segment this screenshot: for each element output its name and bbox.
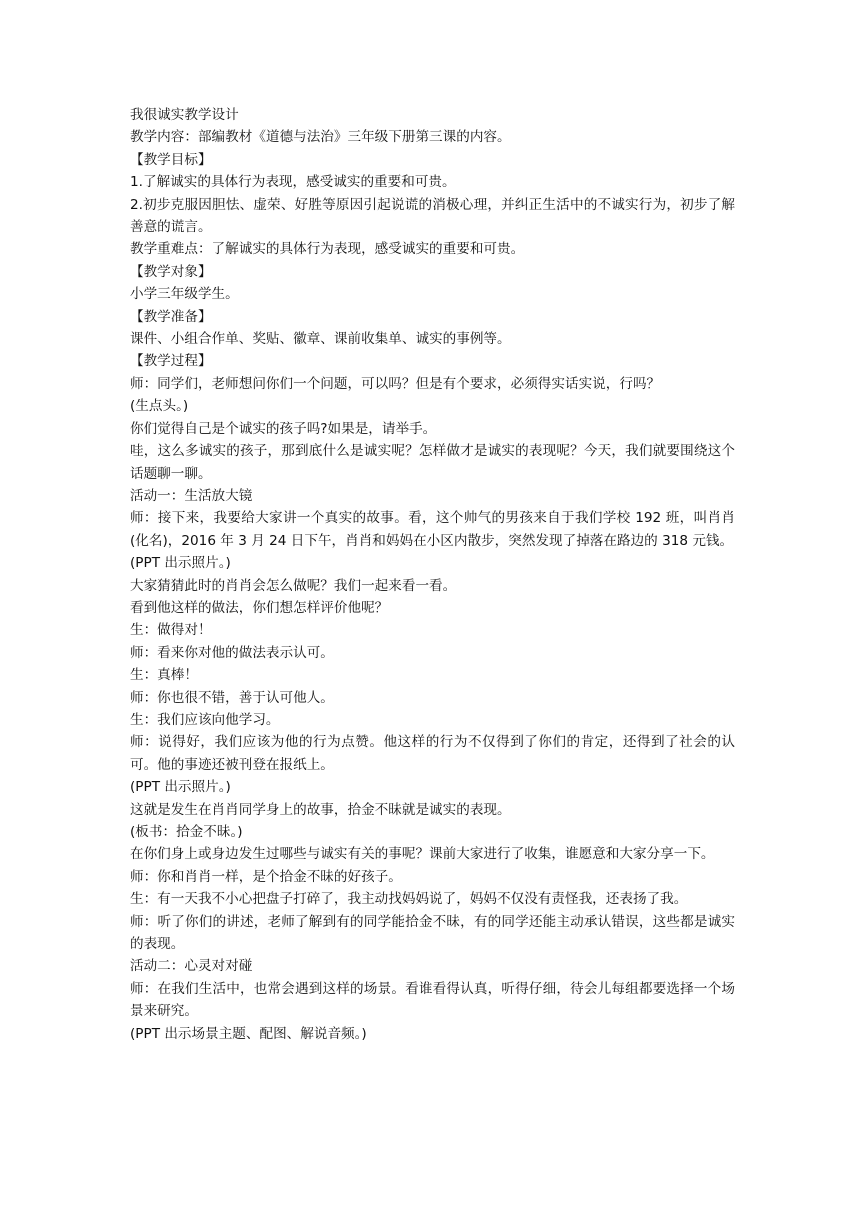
dialogue-line: 师：听了你们的讲述，老师了解到有的同学能拾金不昧，有的同学还能主动承认错误，这些都是诚实的表现。 [130, 913, 735, 953]
activity-heading: 活动一：生活放大镜 [130, 487, 253, 504]
preparation-text: 课件、小组合作单、奖贴、徽章、课前收集单、诚实的事例等。 [130, 331, 511, 348]
objective-item: 1.了解诚实的具体行为表现，感受诚实的重要和可贵。 [130, 174, 456, 191]
dialogue-line: 师：在我们生活中，也常会遇到这样的场景。看谁看得认真，听得仔细，待会儿每组都要选择一个场景来研究。 [130, 980, 735, 1020]
stage-direction: (板书：拾金不昧。) [130, 824, 243, 840]
dialogue-line: 师：看来你对他的做法表示认可。 [130, 644, 334, 661]
dialogue-line: 看到他这样的做法，你们想怎样评价他呢？ [130, 599, 389, 616]
teaching-content: 教学内容：部编教材《道德与法治》三年级下册第三课的内容。 [130, 129, 511, 146]
section-heading-process: 【教学过程】 [130, 353, 212, 370]
dialogue-line: 你们觉得自己是个诚实的孩子吗?如果是，请举手。 [130, 420, 437, 437]
dialogue-line: 在你们身上或身边发生过哪些与诚实有关的事呢？课前大家进行了收集，谁愿意和大家分享一下。 [130, 846, 715, 863]
dialogue-line: 师：同学们，老师想问你们一个问题，可以吗？但是有个要求，必须得实话实说，行吗？ [130, 375, 661, 392]
stage-direction: (生点头。) [130, 398, 189, 415]
stage-direction: (PPT 出示照片。) [130, 779, 231, 796]
section-heading-objectives: 【教学目标】 [130, 151, 212, 168]
section-heading-audience: 【教学对象】 [130, 263, 212, 280]
dialogue-line: 师：你也很不错，善于认可他人。 [130, 689, 334, 706]
dialogue-line: 大家猜猜此时的肖肖会怎么做呢？我们一起来看一看。 [130, 577, 457, 594]
key-points: 教学重难点：了解诚实的具体行为表现，感受诚实的重要和可贵。 [130, 241, 525, 258]
stage-direction: (PPT 出示照片。) [130, 555, 231, 572]
dialogue-line: 师：说得好，我们应该为他的行为点赞。他这样的行为不仅得到了你们的肯定，还得到了社会的认可。他的事迹还被刊登在报纸上。 [130, 734, 735, 773]
dialogue-line: 师：接下来，我要给大家讲一个真实的故事。看，这个帅气的男孩来自于我们学校 192 班，叫肖肖(化名)，2016 年 3 月 24 日下午，肖肖和妈妈在小区内散步，突然发现了掉落在路边的 318 元钱。 [130, 510, 735, 549]
stage-direction: (PPT 出示场景主题、配图、解说音频。) [130, 1025, 367, 1042]
document-title: 我很诚实教学设计 [130, 107, 239, 123]
dialogue-line: 生：真棒！ [130, 667, 198, 684]
dialogue-line: 哇，这么多诚实的孩子，那到底什么是诚实呢？怎样做才是诚实的表现呢？今天，我们就要围绕这个话题聊一聊。 [130, 443, 735, 482]
dialogue-line: 师：你和肖肖一样，是个拾金不昧的好孩子。 [130, 868, 402, 885]
dialogue-line: 生：有一天我不小心把盘子打碎了，我主动找妈妈说了，妈妈不仅没有责怪我，还表扬了我。 [130, 891, 688, 908]
objective-item: 2.初步克服因胆怯、虚荣、好胜等原因引起说谎的消极心理，并纠正生活中的不诚实行为，初步了解善意的谎言。 [130, 196, 735, 236]
dialogue-line: 这就是发生在肖肖同学身上的故事，拾金不昧就是诚实的表现。 [130, 801, 511, 818]
section-heading-preparation: 【教学准备】 [130, 308, 212, 325]
dialogue-line: 生：做得对！ [130, 622, 212, 639]
document-page [130, 104, 735, 1045]
activity-heading: 活动二：心灵对对碰 [130, 958, 253, 975]
audience-text: 小学三年级学生。 [130, 286, 239, 303]
dialogue-line: 生：我们应该向他学习。 [130, 711, 280, 728]
